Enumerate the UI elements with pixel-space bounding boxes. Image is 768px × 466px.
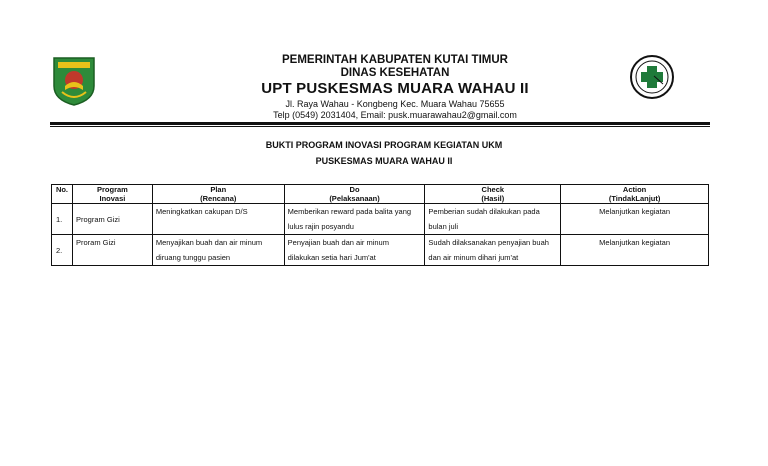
letterhead-rule-thin bbox=[50, 126, 710, 127]
cell-do: Penyajian buah dan air minum dilakukan setia hari Jum'at bbox=[284, 235, 425, 266]
table-row bbox=[52, 204, 709, 235]
cell-check: Pemberian sudah dilakukan pada bulan juli bbox=[425, 204, 561, 235]
letterhead bbox=[200, 54, 590, 121]
puskesmas-emblem-logo bbox=[626, 54, 678, 100]
document-subtitle: PUSKESMAS MUARA WAHAU II bbox=[315, 156, 453, 166]
cell-program: Proram Gizi bbox=[72, 235, 152, 266]
header-no: No. bbox=[52, 185, 73, 204]
table-row bbox=[52, 235, 709, 266]
letterhead-institution: UPT PUSKESMAS MUARA WAHAU II bbox=[261, 80, 529, 97]
cell-check: Sudah dilaksanakan penyajian buah dan air minum dihari jum'at bbox=[425, 235, 561, 266]
cell-action: Melanjutkan kegiatan bbox=[561, 235, 709, 266]
cell-plan: Meningkatkan cakupan D/S bbox=[152, 204, 284, 235]
document-title: BUKTI PROGRAM INOVASI PROGRAM KEGIATAN UKM bbox=[265, 140, 503, 150]
cell-plan: Menyajikan buah dan air minum diruang tunggu pasien bbox=[152, 235, 284, 266]
cell-action: Melanjutkan kegiatan bbox=[561, 204, 709, 235]
cell-no: 2. bbox=[52, 235, 73, 266]
header-do: Do (Pelaksanaan) bbox=[284, 185, 425, 204]
letterhead-contact: Telp (0549) 2031404, Email: pusk.muarawahau2@gmail.com bbox=[273, 110, 517, 120]
cell-no: 1. bbox=[52, 204, 73, 235]
letterhead-government: PEMERINTAH KABUPATEN KUTAI TIMUR bbox=[282, 54, 508, 66]
cell-do: Memberikan reward pada balita yang lulus rajin posyandu bbox=[284, 204, 425, 235]
header-action: Action (TindakLanjut) bbox=[561, 185, 709, 204]
header-plan: Plan (Rencana) bbox=[152, 185, 284, 204]
header-program: Program Inovasi bbox=[72, 185, 152, 204]
letterhead-address: Jl. Raya Wahau - Kongbeng Kec. Muara Wahau 75655 bbox=[285, 99, 505, 109]
header-check: Check (Hasil) bbox=[425, 185, 561, 204]
letterhead-agency: DINAS KESEHATAN bbox=[340, 67, 450, 79]
cell-program: Program Gizi bbox=[72, 204, 152, 235]
kutai-timur-emblem-logo bbox=[50, 56, 98, 106]
table-header-row bbox=[52, 185, 709, 204]
letterhead-rule-thick bbox=[50, 122, 710, 125]
innovation-table bbox=[51, 184, 709, 266]
